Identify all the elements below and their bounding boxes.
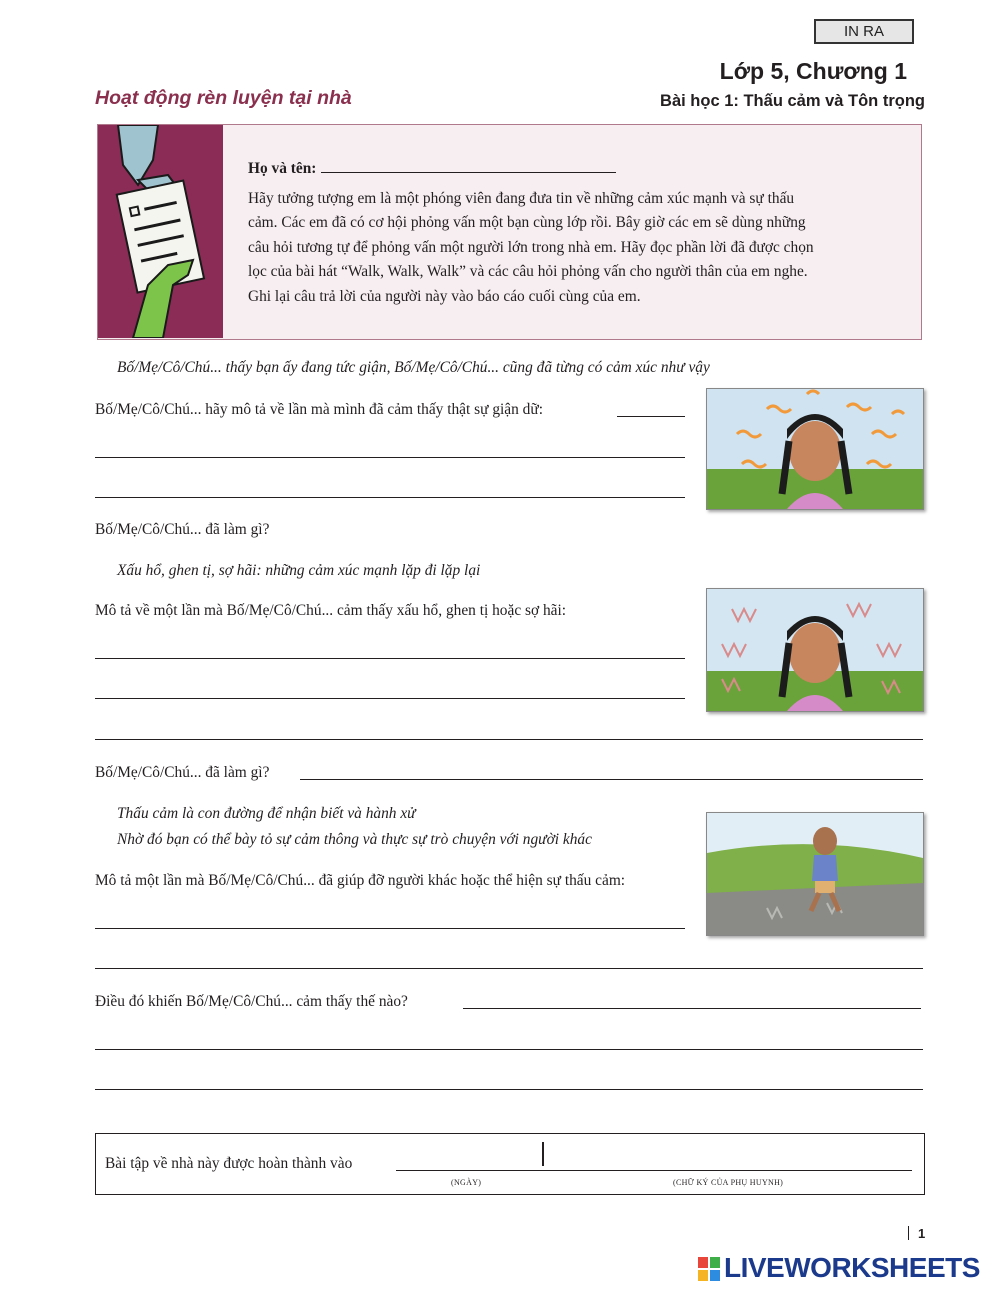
activity-title: Hoạt động rèn luyện tại nhà	[95, 87, 352, 109]
lyric-empathy-1: Thấu cảm là con đường để nhận biết và hành xử	[117, 805, 416, 822]
answer-line[interactable]	[95, 968, 923, 969]
answer-line[interactable]	[95, 928, 685, 929]
lyric-empathy-2: Nhờ đó bạn có thể bày tỏ sự cảm thông và thực sự trò chuyện với người khác	[117, 831, 592, 848]
intro-line: Ghi lại câu trả lời của người này vào báo cáo cuối cùng của em.	[248, 287, 641, 305]
intro-line: lọc của bài hát “Walk, Walk, Walk” và các câu hỏi phỏng vấn cho người thân của em nghe.	[248, 263, 808, 281]
answer-line[interactable]	[300, 779, 923, 780]
answer-line[interactable]	[463, 1008, 921, 1009]
lyric-emotions: Xấu hổ, ghen tị, sợ hãi: những cảm xúc mạnh lặp đi lặp lại	[117, 562, 481, 579]
walking-boy-photo	[706, 812, 924, 936]
completion-answer-line[interactable]	[396, 1170, 912, 1171]
print-button[interactable]: IN RA	[814, 19, 914, 44]
followup-empathy: Điều đó khiến Bố/Mẹ/Cô/Chú... cảm thấy thế nào?	[95, 993, 408, 1010]
angry-girl-photo	[706, 388, 924, 510]
lesson-title: Bài học 1: Thấu cảm và Tôn trọng	[660, 92, 925, 110]
name-field-row	[248, 158, 616, 178]
followup-emotions: Bố/Mẹ/Cô/Chú... đã làm gì?	[95, 764, 270, 781]
hands-paper-illustration	[98, 125, 223, 338]
answer-line[interactable]	[95, 698, 685, 699]
intro-paragraph	[248, 187, 903, 309]
intro-box	[97, 124, 922, 340]
completion-box	[95, 1133, 925, 1195]
intro-line: Hãy tưởng tượng em là một phóng viên đang đưa tin về những cảm xúc mạnh và sự thấu	[248, 190, 795, 207]
grade-chapter-title: Lớp 5, Chương 1	[719, 58, 907, 84]
answer-line[interactable]	[95, 658, 685, 659]
question-empathy: Mô tả một lần mà Bố/Mẹ/Cô/Chú... đã giúp đỡ người khác hoặc thể hiện sự thấu cảm:	[95, 872, 626, 889]
liveworksheets-brand: LIVEWORKSHEETS	[724, 1252, 980, 1283]
name-label: Họ và tên:	[248, 160, 317, 177]
answer-line[interactable]	[95, 497, 685, 498]
intro-line: câu hỏi tương tự để phỏng vấn một người lớn trong nhà em. Hãy đọc phần lời đã được chọn	[248, 238, 814, 256]
answer-line[interactable]	[95, 739, 923, 740]
page-number: 1	[918, 1226, 926, 1241]
answer-line[interactable]	[617, 416, 685, 417]
date-label: (NGÀY)	[451, 1178, 482, 1187]
answer-line[interactable]	[95, 1049, 923, 1050]
liveworksheets-logo-icon	[698, 1257, 720, 1281]
date-signature-divider	[542, 1142, 544, 1166]
question-anger: Bố/Mẹ/Cô/Chú... hãy mô tả về lần mà mình đã cảm thấy thật sự giận dữ:	[95, 401, 543, 418]
signature-label: (CHỮ KÝ CỦA PHỤ HUYNH)	[673, 1178, 784, 1187]
intro-line: cảm. Các em đã có cơ hội phỏng vấn một bạn cùng lớp rồi. Bây giờ các em sẽ dùng những	[248, 214, 806, 232]
followup-anger: Bố/Mẹ/Cô/Chú... đã làm gì?	[95, 521, 270, 538]
name-field[interactable]	[321, 158, 616, 173]
answer-line[interactable]	[95, 1089, 923, 1090]
answer-line[interactable]	[95, 457, 685, 458]
worried-girl-photo	[706, 588, 924, 712]
page-number-divider	[908, 1226, 909, 1240]
lyric-anger: Bố/Mẹ/Cô/Chú... thấy bạn ấy đang tức giận, Bố/Mẹ/Cô/Chú... cũng đã từng có cảm xúc như vậy	[117, 359, 710, 376]
completion-label: Bài tập về nhà này được hoàn thành vào	[105, 1155, 353, 1172]
question-emotions: Mô tả về một lần mà Bố/Mẹ/Cô/Chú... cảm thấy xấu hổ, ghen tị hoặc sợ hãi:	[95, 602, 567, 619]
